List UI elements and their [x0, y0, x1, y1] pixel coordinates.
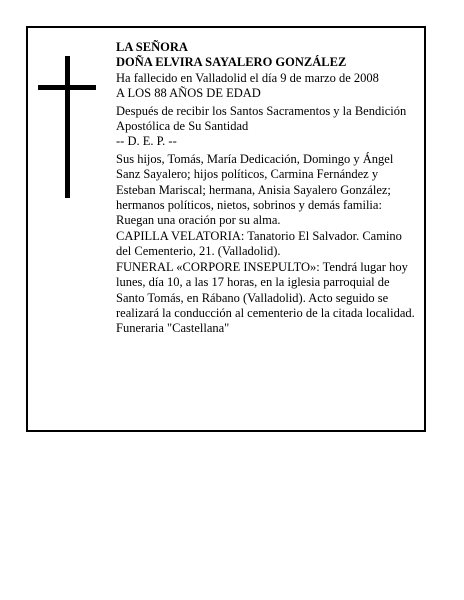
funeral-text: FUNERAL «CORPORE INSEPULTO»: Tendrá lugar hoy lunes, día 10, a las 17 horas, en la iglesia parroquial de Santo Tomás, en Rábano (Valladolid). Acto seguido se realizará la conducción al cementerio de la citada localidad. — [116, 259, 415, 320]
family-text: Sus hijos, Tomás, María Dedicación, Domingo y Ángel Sanz Sayalero; hijos políticos, Carmina Fernández y Esteban Mariscal; hermana, Anisia Sayalero González; hermanos políticos, nietos, sobrinos y demás familia: — [116, 151, 394, 213]
deceased-name: DOÑA ELVIRA SAYALERO GONZÁLEZ — [116, 55, 347, 70]
cross-vertical-bar — [65, 56, 70, 198]
rip-text: -- D. E. P. -- — [116, 134, 177, 149]
age-line: A LOS 88 AÑOS DE EDAD — [116, 86, 261, 101]
latin-cross-icon — [38, 56, 96, 198]
notice-title: LA SEÑORA — [116, 40, 188, 54]
prayer-text: Ruegan una oración por su alma. — [116, 213, 281, 228]
funeral-home-text: Funeraria "Castellana" — [116, 321, 230, 336]
obituary-notice — [26, 26, 426, 432]
cross-horizontal-bar — [38, 85, 96, 90]
chapel-text: CAPILLA VELATORIA: Tanatorio El Salvador. Camino del Cementerio, 21. (Valladolid). — [116, 228, 402, 259]
notice-text — [116, 40, 418, 337]
sacraments-text: Después de recibir los Santos Sacramentos y la Bendición Apostólica de Su Santidad — [116, 103, 407, 134]
death-date-line: Ha fallecido en Valladolid el día 9 de marzo de 2008 — [116, 70, 379, 85]
